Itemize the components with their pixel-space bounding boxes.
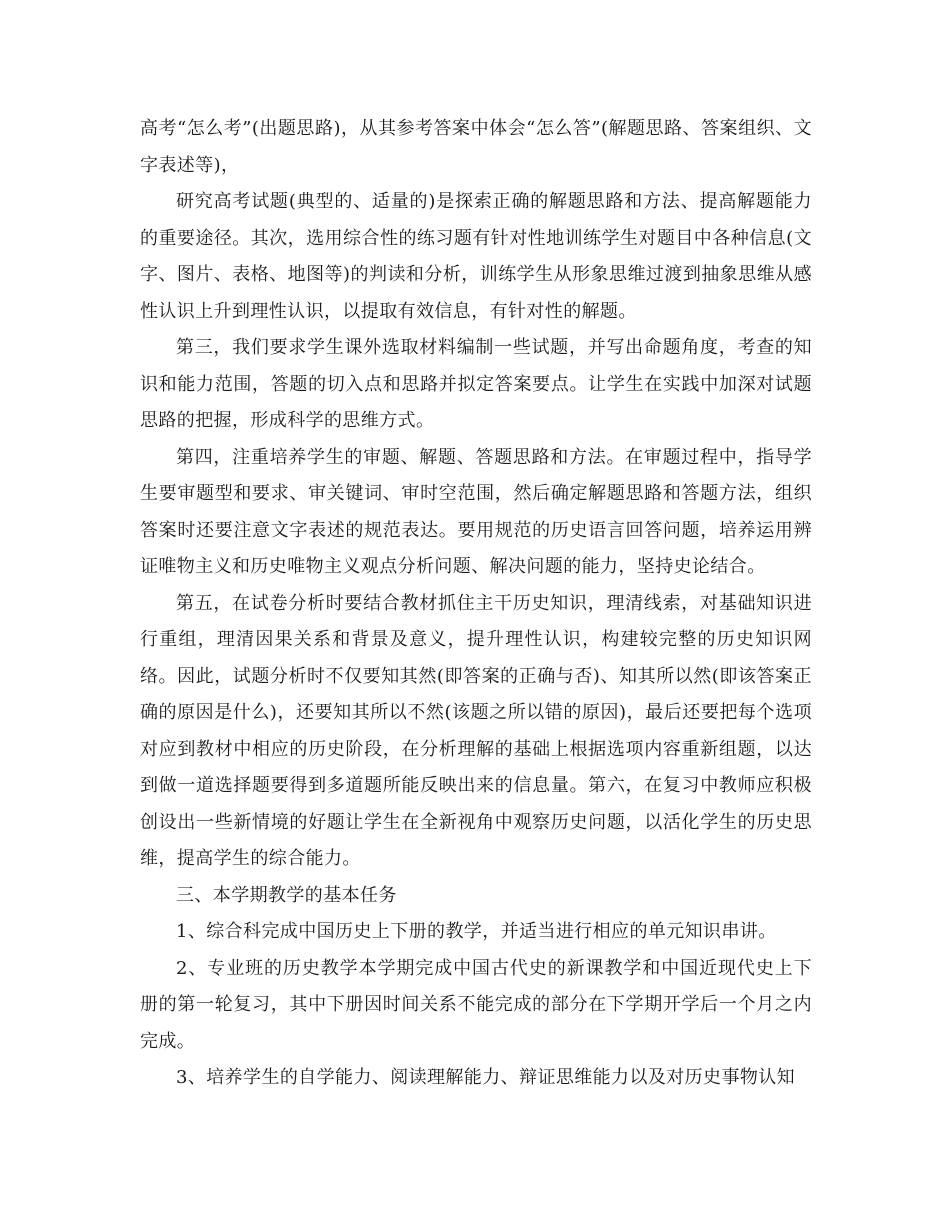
section-heading-basic-tasks: 三、本学期教学的基本任务 — [176, 884, 397, 906]
list-item-1: 1、综合科完成中国历史上下册的教学，并适当进行相应的单元知识串讲。 — [176, 921, 777, 942]
document-body — [140, 111, 812, 1097]
paragraph-fourth: 第四，注重培养学生的审题、解题、答题思路和方法。在审题过程中，指导学生要审题型和要求、审关键词、审时空范围，然后确定解题思路和答题方法，组织答案时还要注意文字表述的规范表达。要用规范的历史语言回答问题，培养运用辨证唯物主义和历史唯物主义观点分析问题、解决问题的能力，坚持史论结合。 — [140, 446, 812, 577]
paragraph-third: 第三，我们要求学生课外选取材料编制一些试题，并写出命题角度，考查的知识和能力范围，答题的切入点和思路并拟定答案要点。让学生在实践中加深对试题思路的把握，形成科学的思维方式。 — [140, 337, 812, 431]
paragraph-research-exam: 研究高考试题(典型的、适量的)是探索正确的解题思路和方法、提高解题能力的重要途径。其次，选用综合性的练习题有针对性地训练学生对题目中各种信息(文字、图片、表格、地图等)的判读和分析，训练学生从形象思维过渡到抽象思维从感性认识上升到理性认识，以提取有效信息，有针对性的解题。 — [140, 191, 812, 322]
paragraph-continuation: 高考“怎么考”(出题思路)，从其参考答案中体会“怎么答”(解题思路、答案组织、文字表述等)， — [140, 118, 812, 176]
paragraph-fifth-sixth: 第五，在试卷分析时要结合教材抓住主干历史知识，理清线索，对基础知识进行重组，理清因果关系和背景及意义，提升理性认识，构建较完整的历史知识网络。因此，试题分析时不仅要知其然(即答案的正确与否)、知其所以然(即该答案正确的原因是什么)，还要知其所以不然(该题之所以错的原因)，最后还要把每个选项对应到教材中相应的历史阶段，在分析理解的基础上根据选项内容重新组题，以达到做一道选择题要得到多道题所能反映出来的信息量。第六，在复习中教师应积极创设出一些新情境的好题让学生在全新视角中观察历史问题，以活化学生的历史思维，提高学生的综合能力。 — [140, 592, 812, 869]
list-item-3: 3、培养学生的自学能力、阅读理解能力、辩证思维能力以及对历史事物认知 — [176, 1067, 796, 1088]
list-item-2: 2、专业班的历史教学本学期完成中国古代史的新课教学和中国近现代史上下册的第一轮复习，其中下册因时间关系不能完成的部分在下学期开学后一个月之内完成。 — [140, 957, 812, 1052]
